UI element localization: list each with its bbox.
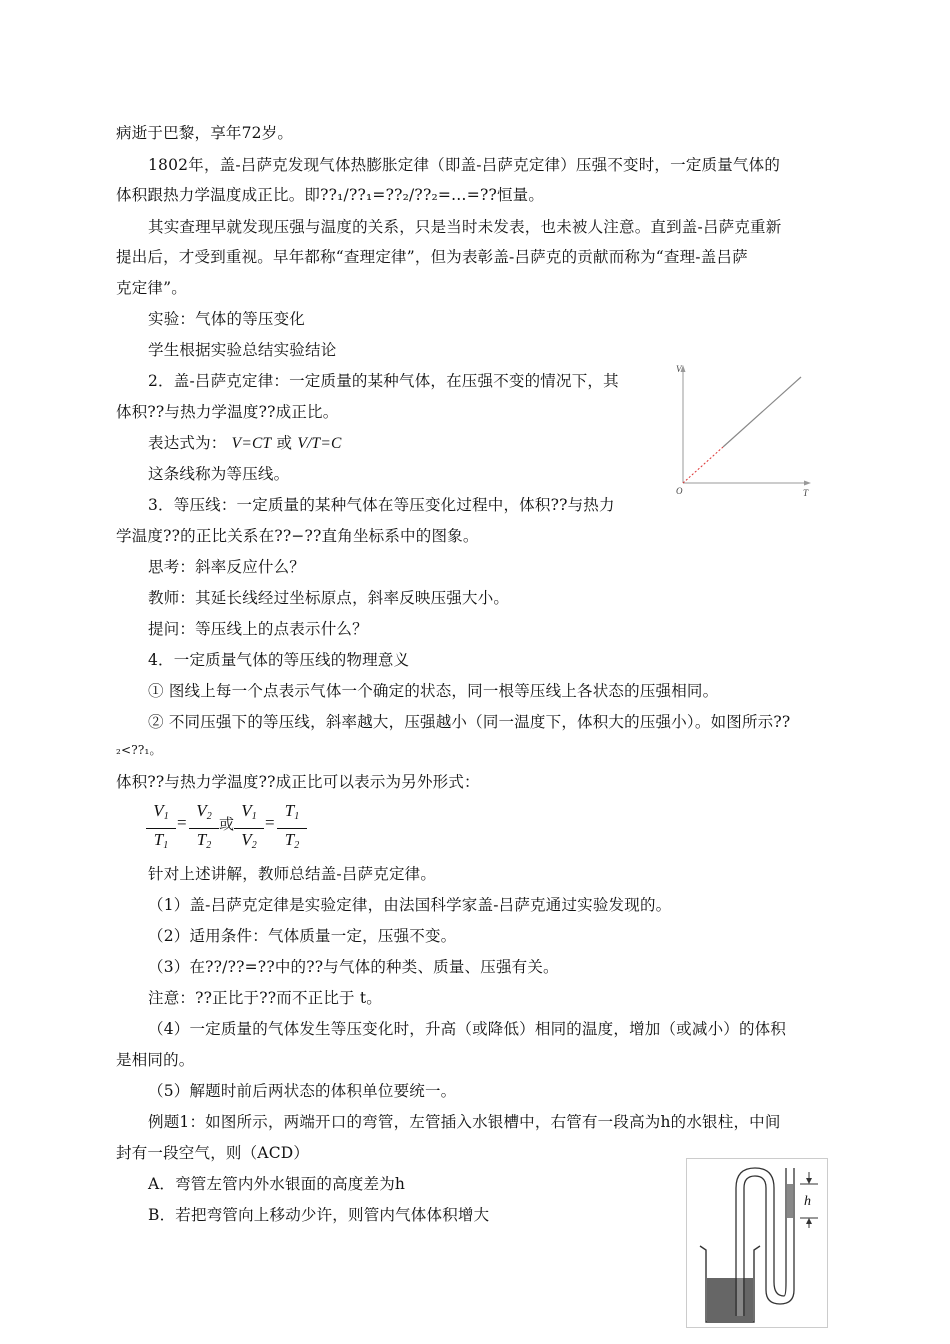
paragraph-line: 其实查理早就发现压强与温度的关系，只是当时未发表，也未被人注意。直到盖-吕萨克重新	[148, 218, 782, 236]
mercury-in-left-tube	[737, 1278, 743, 1316]
paragraph-line: 注意：??正比于??而不正比于 t。	[148, 989, 382, 1007]
paragraph-line: 提问：等压线上的点表示什么？	[148, 620, 368, 638]
ratio-formula	[146, 800, 316, 852]
paragraph-line: 学温度??的正比关系在??−??直角坐标系中的图象。	[116, 527, 479, 545]
paragraph-line: ① 图线上每一个点表示气体一个确定的状态，同一根等压线上各状态的压强相同。	[148, 682, 719, 700]
isobar-line	[723, 377, 801, 447]
option-b: B．若把弯管向上移动少许，则管内气体体积增大	[148, 1206, 490, 1224]
fraction-v2-t2: $\frac{V_2}{T_2}$	[189, 800, 219, 857]
paragraph-line: 学生根据实验总结实验结论	[148, 341, 337, 359]
mercury-in-trough	[707, 1278, 753, 1321]
isobar-extension	[683, 447, 723, 483]
paragraph-line: 4．一定质量气体的等压线的物理意义	[148, 651, 410, 669]
paragraph-line: 针对上述讲解，教师总结盖-吕萨克定律。	[148, 865, 437, 883]
option-a: A．弯管左管内外水银面的高度差为h	[148, 1175, 406, 1193]
expression-line	[148, 433, 342, 454]
paragraph-line: （2）适用条件：气体质量一定，压强不变。	[148, 927, 457, 945]
expression-label: 表达式为：	[148, 434, 227, 452]
mercury-column	[787, 1184, 793, 1218]
fraction-v1-t1: $\frac{V_1}{T_1}$	[146, 800, 176, 857]
paragraph-line: 体积跟热力学温度成正比。即??₁/??₁=??₂/??₂=…=??恒量。	[116, 186, 545, 204]
paragraph-line: （5）解题时前后两状态的体积单位要统一。	[148, 1082, 457, 1100]
equals-sign: =	[265, 813, 275, 832]
x-axis-arrow-icon	[804, 481, 811, 486]
paragraph-line: 这条线称为等压线。	[148, 465, 290, 483]
paragraph-line: 1802年，盖-吕萨克发现气体热膨胀定律（即盖-吕萨克定律）压强不变时，一定质量气体的	[148, 156, 781, 174]
paragraph-line: （1）盖-吕萨克定律是实验定律，由法国科学家盖-吕萨克通过实验发现的。	[148, 896, 672, 914]
fraction-v1-v2: $\frac{V_1}{V_2}$	[234, 800, 264, 857]
paragraph-line: 例题1：如图所示，两端开口的弯管，左管插入水银槽中，右管有一段高为h的水银柱，中间	[148, 1113, 781, 1131]
paragraph-line: （4）一定质量的气体发生等压变化时，升高（或降低）相同的温度，增加（或减小）的体积	[148, 1020, 787, 1038]
paragraph-line: 体积??与热力学温度??成正比。	[116, 403, 339, 421]
paragraph-line: ₂<??₁。	[116, 743, 162, 757]
paragraph-line: 体积??与热力学温度??成正比可以表示为另外形式：	[116, 773, 480, 791]
bent-tube-figure	[686, 1158, 828, 1328]
paragraph-line: 实验：气体的等压变化	[148, 310, 306, 328]
paragraph-line: ② 不同压强下的等压线，斜率越大，压强越小（同一温度下，体积大的压强小）。如图所示??	[148, 713, 791, 731]
paragraph-line: 是相同的。	[116, 1051, 195, 1069]
paragraph-line: 提出后，才受到重视。早年都称“查理定律”，但为表彰盖-吕萨克的贡献而称为“查理-盖吕萨	[116, 248, 748, 266]
expression-form1: V=CT	[231, 435, 272, 452]
expression-form2: V/T=C	[297, 435, 342, 452]
paragraph-line: 2．盖-吕萨克定律：一定质量的某种气体，在压强不变的情况下，其	[148, 372, 619, 390]
paragraph-line: 病逝于巴黎，享年72岁。	[116, 124, 294, 142]
y-axis-label: V	[676, 364, 682, 374]
fraction-t1-t2: $\frac{T_1}{T_2}$	[277, 800, 307, 857]
paragraph-line: 教师：其延长线经过坐标原点，斜率反映压强大小。	[148, 589, 510, 607]
paragraph-line: 克定律”。	[116, 279, 187, 297]
or-word: 或	[219, 815, 235, 833]
paragraph-line: （3）在??/??=??中的??与气体的种类、质量、压强有关。	[148, 958, 559, 976]
origin-label: O	[676, 486, 683, 496]
x-axis-label: T	[803, 488, 809, 498]
paragraph-line: 思考：斜率反应什么？	[148, 558, 306, 576]
vt-isobar-graph	[668, 360, 818, 500]
expression-or: 或	[276, 434, 293, 452]
h-label: h	[804, 1194, 811, 1209]
equals-sign: =	[177, 813, 187, 832]
paragraph-line: 封有一段空气，则（ACD）	[116, 1144, 310, 1162]
paragraph-line: 3．等压线：一定质量的某种气体在等压变化过程中，体积??与热力	[148, 496, 615, 514]
